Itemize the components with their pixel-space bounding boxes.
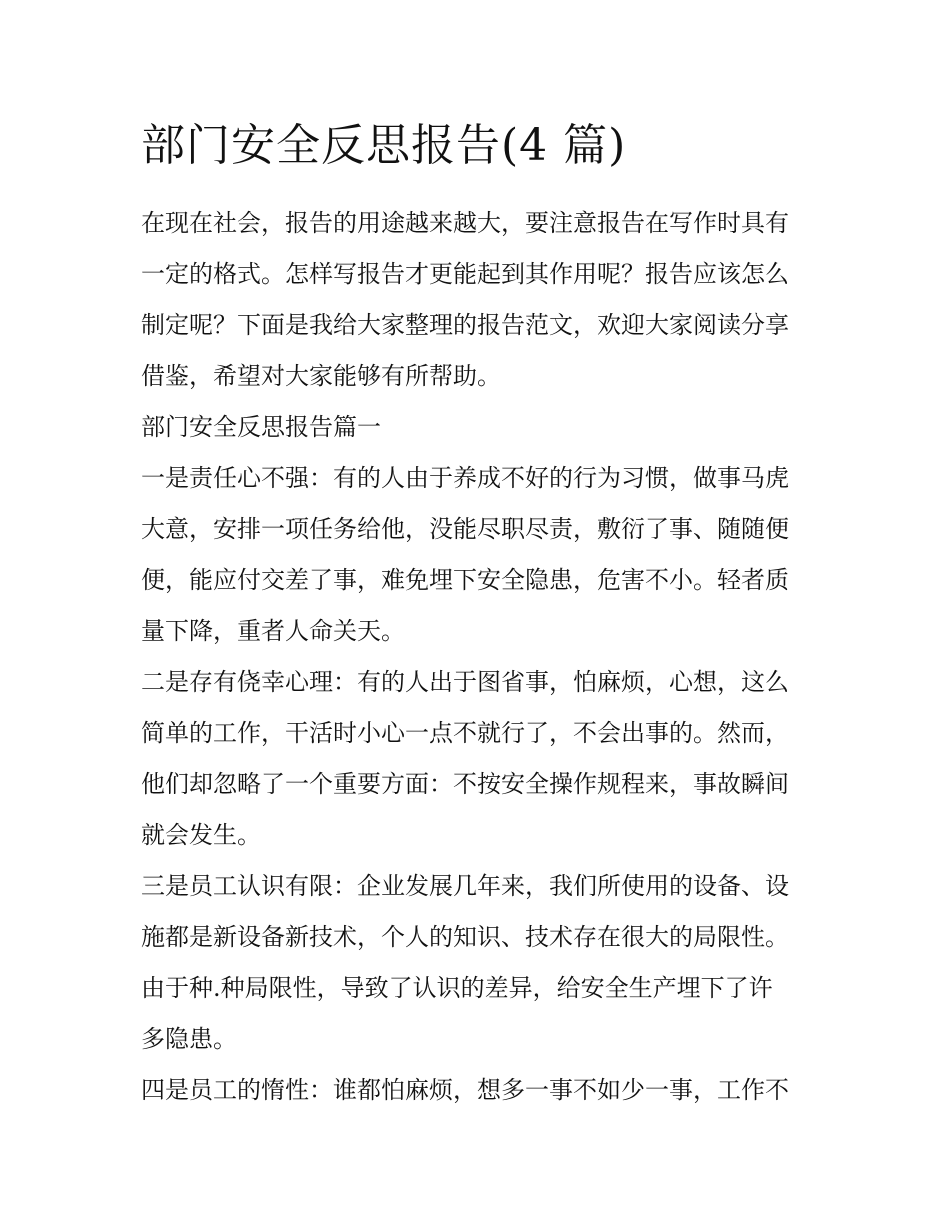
document-title: 部门安全反思报告(4 篇) [141, 120, 627, 171]
paragraph-line: 一是责任心不强：有的人由于养成不好的行为习惯，做事马虎 [141, 464, 789, 492]
paragraph-line: 施都是新设备新技术，个人的知识、技术存在很大的局限性。 [141, 923, 789, 951]
section-heading: 部门安全反思报告篇一 [141, 413, 381, 441]
intro-line: 一定的格式。怎样写报告才更能起到其作用呢？报告应该怎么 [141, 260, 789, 288]
paragraph-line: 多隐患。 [141, 1025, 237, 1053]
intro-line: 制定呢？下面是我给大家整理的报告范文，欢迎大家阅读分享 [141, 311, 789, 339]
paragraph-line: 二是存有侥幸心理：有的人出于图省事，怕麻烦，心想，这么 [141, 668, 789, 696]
paragraph-line: 他们却忽略了一个重要方面：不按安全操作规程来，事故瞬间 [141, 770, 789, 798]
paragraph-line: 由于种.种局限性，导致了认识的差异，给安全生产埋下了许 [141, 974, 773, 1002]
document-body [141, 198, 821, 1116]
paragraph-line: 三是员工认识有限：企业发展几年来，我们所使用的设备、设 [141, 872, 789, 900]
paragraph-line: 简单的工作，干活时小心一点不就行了，不会出事的。然而， [141, 719, 789, 747]
paragraph-line: 量下降，重者人命关天。 [141, 617, 405, 645]
paragraph-line: 就会发生。 [141, 821, 261, 849]
paragraph-line: 四是员工的惰性：谁都怕麻烦，想多一事不如少一事，工作不 [141, 1076, 789, 1104]
intro-line: 借鉴，希望对大家能够有所帮助。 [141, 362, 501, 390]
paragraph-line: 大意，安排一项任务给他，没能尽职尽责，敷衍了事、随随便 [141, 515, 789, 543]
intro-line: 在现在社会，报告的用途越来越大，要注意报告在写作时具有 [141, 209, 789, 237]
paragraph-line: 便，能应付交差了事，难免埋下安全隐患，危害不小。轻者质 [141, 566, 789, 594]
